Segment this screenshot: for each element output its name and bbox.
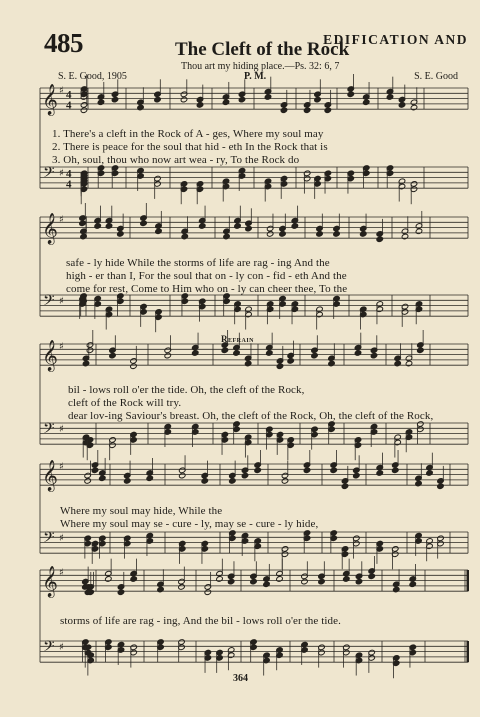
svg-text:𝄢: 𝄢 — [43, 164, 55, 185]
lyric-s3-verse2: cleft of the Rock will try. — [68, 397, 182, 409]
lyric-s1-verse2: 2. There is peace for the soul that hid - eth In the Rock that is — [52, 141, 328, 153]
scripture-reference: Thou art my hiding place.—Ps. 32: 6, 7 — [181, 61, 340, 72]
svg-text:𝄢: 𝄢 — [43, 292, 55, 313]
lyric-s3-verse3: dear lov-ing Saviour's breast. Oh, the cleft of the Rock, Oh, the cleft of the Rock, — [68, 410, 434, 422]
svg-text:♯: ♯ — [59, 461, 64, 473]
svg-text:𝄞: 𝄞 — [42, 213, 58, 244]
svg-text:♯: ♯ — [59, 168, 64, 179]
lyric-s4-line2: Where my soul may se - cure - ly, may se - cure - ly hide, — [60, 518, 319, 530]
music-by-credit: S. E. Good — [414, 71, 458, 82]
lyric-s2-verse3: come for rest, Come to Him who on - ly can cheer thee, To the — [66, 283, 348, 295]
svg-text:4: 4 — [66, 89, 72, 101]
hymn-title: The Cleft of the Rock — [175, 39, 350, 60]
lyric-s1-verse3: 3. Oh, soul, thou who now art wea - ry, To the Rock do — [52, 154, 300, 166]
lyric-s1-verse1: 1. There's a cleft in the Rock of A - ges, Where my soul may — [52, 128, 324, 140]
svg-text:𝄢: 𝄢 — [43, 420, 55, 441]
svg-text:♯: ♯ — [59, 567, 64, 579]
svg-text:♯: ♯ — [59, 424, 64, 435]
svg-text:𝄞: 𝄞 — [42, 460, 58, 491]
svg-text:♯: ♯ — [59, 533, 64, 544]
svg-text:𝄞: 𝄞 — [42, 84, 58, 115]
lyric-s4-line1: Where my soul may hide, While the — [60, 505, 223, 517]
svg-text:♯: ♯ — [59, 642, 64, 653]
svg-text:𝄢: 𝄢 — [43, 638, 55, 659]
lyric-s3-verse1: bil - lows roll o'er the tide. Oh, the cleft of the Rock, — [68, 384, 305, 396]
words-by-credit: S. E. Good, 1905 — [58, 71, 127, 82]
refrain-label: Refrain — [221, 334, 255, 344]
section-title: EDIFICATION AND — [323, 32, 468, 47]
svg-text:4: 4 — [66, 99, 72, 112]
svg-text:♯: ♯ — [59, 85, 64, 97]
lyric-s2-verse2: high - er than I, For the soul that on - ly con - fid - eth And the — [66, 270, 347, 282]
svg-text:𝄢: 𝄢 — [43, 529, 55, 550]
hymn-number: 485 — [44, 28, 83, 58]
page-number: 364 — [233, 673, 248, 684]
svg-text:♯: ♯ — [59, 341, 64, 353]
meter-label: P. M. — [244, 71, 267, 82]
svg-text:4: 4 — [66, 178, 72, 191]
lyric-s5-line1: storms of life are rag - ing, And the bil - lows roll o'er the tide. — [60, 615, 341, 627]
lyric-s2-verse1: safe - ly hide While the storms of life are rag - ing And the — [66, 257, 330, 269]
svg-text:4: 4 — [66, 168, 72, 180]
svg-text:♯: ♯ — [59, 214, 64, 226]
svg-text:𝄞: 𝄞 — [42, 340, 58, 371]
svg-text:♯: ♯ — [59, 296, 64, 307]
svg-text:𝄞: 𝄞 — [42, 566, 58, 597]
